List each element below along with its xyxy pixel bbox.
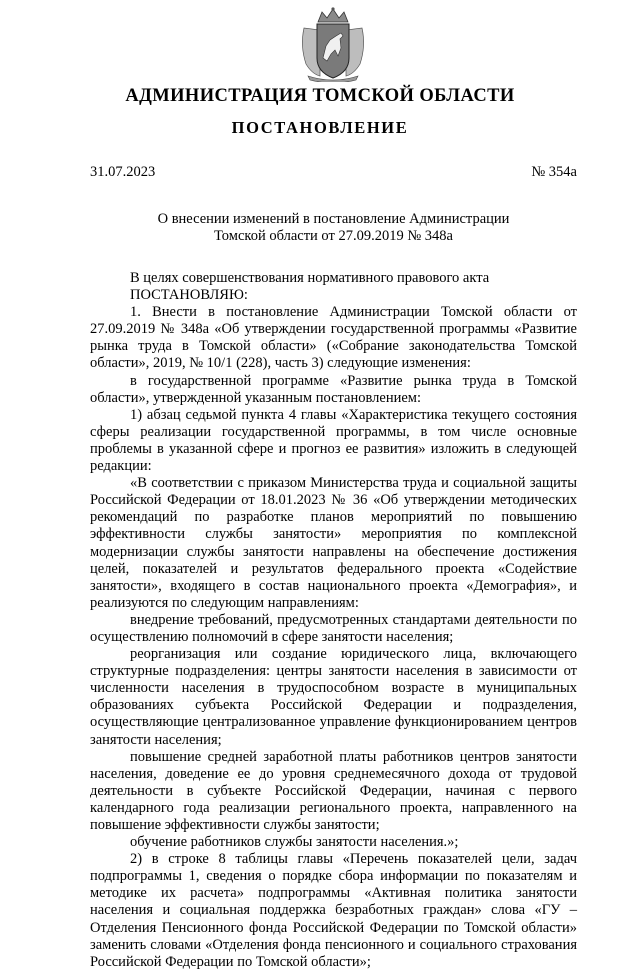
body-paragraph: ПОСТАНОВЛЯЮ: xyxy=(130,287,248,304)
document-subject xyxy=(90,211,577,245)
subject-line: О внесении изменений в постановление Администрации xyxy=(157,211,510,227)
subject-line: Томской области от 27.09.2019 № 348а xyxy=(214,228,453,244)
body-paragraph: в государственной программе «Развитие рынка труда в Томской области», утвержденной указанным постановлением: xyxy=(90,372,577,406)
body-paragraph: 2) в строке 8 таблицы главы «Перечень показателей цели, задач подпрограммы 1, сведения о порядке сбора информации по показателям и методике их расчета» подпрограммы «Активная политика занятости населения и социальная поддержка безработных граждан» слова «ГУ – Отделения Пенсионного фонда Российской Федерации по Томской области» заменить словами «Отделения фонда пенсионного и социального страхования Российской Федерации по Томской области»; xyxy=(90,851,577,970)
body-paragraph: 1. Внести в постановление Администрации Томской области от 27.09.2019 № 348а «Об утверждении государственной программы «Развитие рынка труда в Томской области» («Собрание законодательства Томской области», 2019, № 10/1 (228), часть 3) следующие изменения: xyxy=(90,304,577,372)
body-paragraph: внедрение требований, предусмотренных стандартами деятельности по осуществлению полномочий в сфере занятости населения; xyxy=(90,611,577,645)
body-paragraph: обучение работников службы занятости населения.»; xyxy=(130,834,459,851)
body-paragraph: повышение средней заработной платы работников центров занятости населения, доведение ее до уровня среднемесячного дохода от трудовой деятельности в субъекте Российской Федерации, начиная с первого календарного года реализации регионального проекта, направленного на повышение эффективности службы занятости; xyxy=(90,748,577,833)
document-body xyxy=(90,270,577,971)
document-type-title: ПОСТАНОВЛЕНИЕ xyxy=(231,118,409,137)
body-paragraph: реорганизация или создание юридического лица, включающего структурные подразделения: центры занятости населения в зависимости от численности населения в трудоспособном возрасте в муниципальных образованиях субъекта Российской Федерации и подразделения, осуществляющие централизованное управление функционированием центров занятости населения; xyxy=(90,646,577,748)
coat-of-arms-icon xyxy=(296,6,370,82)
tomsk-oblast-coat-of-arms-icon xyxy=(296,6,370,82)
body-paragraph: 1) абзац седьмой пункта 4 главы «Характеристика текущего состояния сферы реализации государственной программы, в том числе основные проблемы в указанной сфере и прогноз ее развития» изложить в следующей редакции: xyxy=(90,406,577,475)
body-paragraph: «В соответствии с приказом Министерства труда и социальной защиты Российской Федерации от 18.01.2023 № 36 «Об утверждении методических рекомендаций по разработке планов мероприятий по повышению эффективности службы занятости» мероприятия по комплексной модернизации службы занятости направлены на обеспечение достижения целей, показателей и результатов федерального проекта «Содействие занятости», входящего в состав национального проекта «Демография», и реализуются по следующим направлениям: xyxy=(90,475,577,611)
document-date: 31.07.2023 xyxy=(90,164,156,180)
document-number: № 354а xyxy=(531,164,577,180)
organization-title: АДМИНИСТРАЦИЯ ТОМСКОЙ ОБЛАСТИ xyxy=(125,86,515,106)
body-paragraph: В целях совершенствования нормативного правового акта xyxy=(130,270,490,286)
